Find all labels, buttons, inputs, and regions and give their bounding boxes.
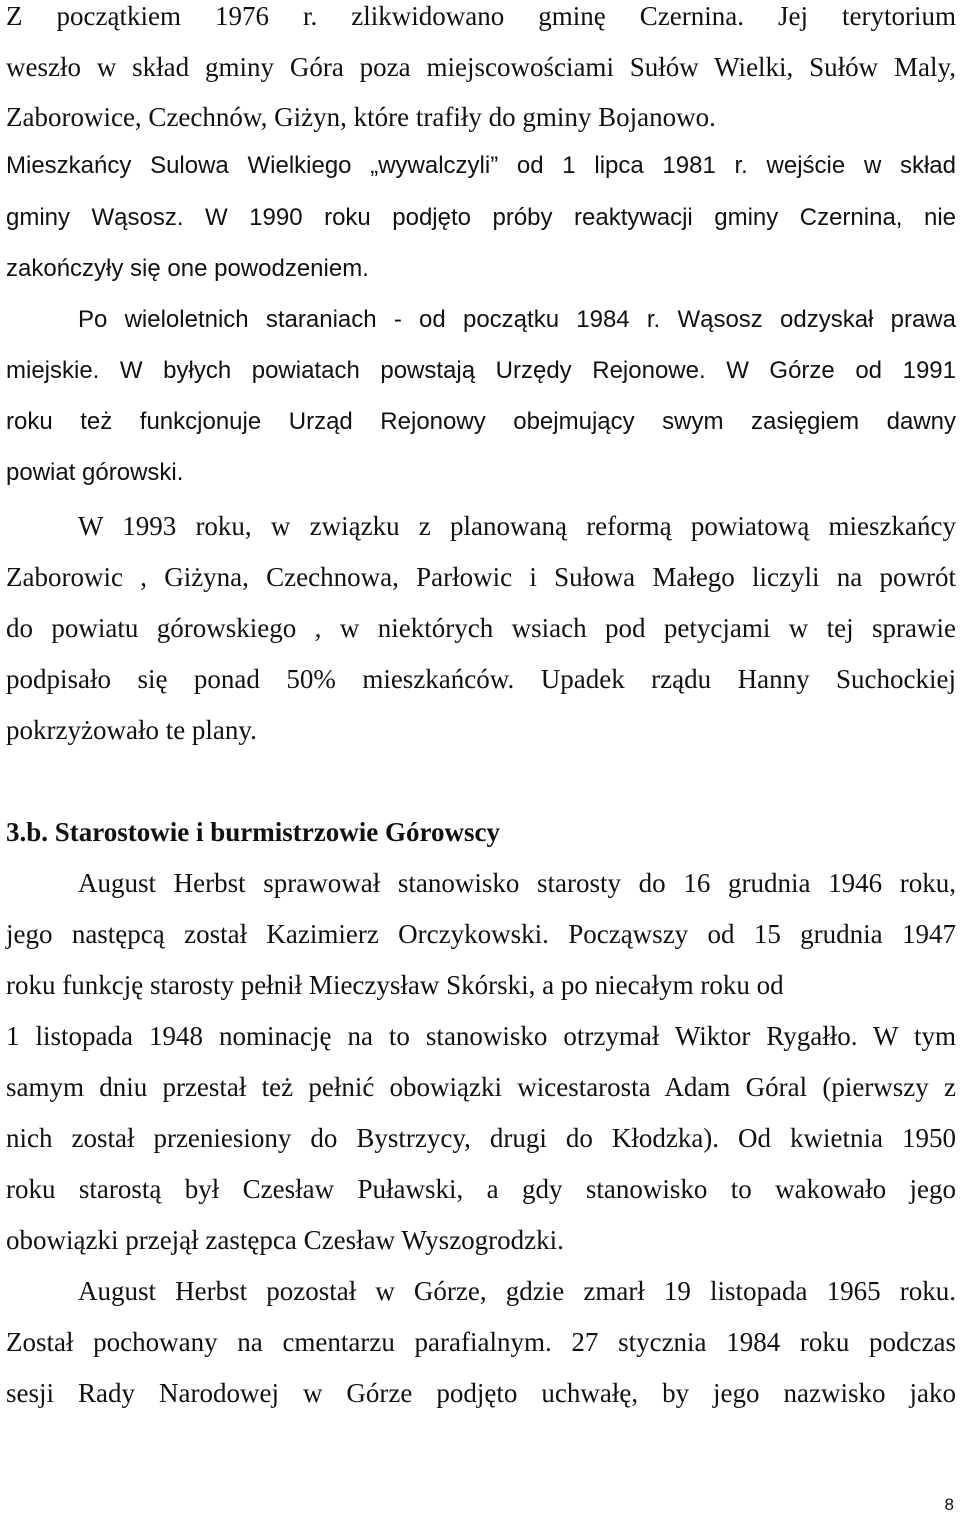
text-line: zakończyły się one powodzeniem. bbox=[6, 255, 369, 282]
text-line: nich został przeniesiony do Bystrzycy, drugi do Kłodzka). Od kwietnia 1950 bbox=[6, 1123, 956, 1153]
text-line: Zaborowice, Czechnów, Giżyn, które trafiły do gminy Bojanowo. bbox=[6, 102, 716, 132]
text-line: W 1993 roku, w związku z planowaną reformą powiatową mieszkańcy bbox=[78, 511, 956, 541]
text-line: roku starostą był Czesław Puławski, a gdy stanowisko to wakowało jego bbox=[6, 1174, 956, 1204]
text-line: pokrzyżowało te plany. bbox=[6, 715, 257, 745]
text-line: powiat górowski. bbox=[6, 459, 184, 486]
text-line: do powiatu górowskiego , w niektórych wsiach pod petycjami w tej sprawie bbox=[6, 613, 956, 643]
text-line: 1 listopada 1948 nominację na to stanowisko otrzymał Wiktor Rygałło. W tym bbox=[6, 1021, 956, 1051]
text-line: gminy Wąsosz. W 1990 roku podjęto próby reaktywacji gminy Czernina, nie bbox=[6, 204, 956, 231]
text-line: Mieszkańcy Sulowa Wielkiego „wywalczyli” od 1 lipca 1981 r. wejście w skład bbox=[6, 152, 956, 179]
text-line: August Herbst sprawował stanowisko starosty do 16 grudnia 1946 roku, bbox=[78, 868, 956, 898]
text-line: roku też funkcjonuje Urząd Rejonowy obejmujący swym zasięgiem dawny bbox=[6, 408, 956, 435]
text-line: samym dniu przestał też pełnić obowiązki wicestarosta Adam Góral (pierwszy z bbox=[6, 1072, 956, 1102]
text-line: sesji Rady Narodowej w Górze podjęto uchwałę, by jego nazwisko jako bbox=[6, 1378, 956, 1408]
page-number: 8 bbox=[944, 1495, 954, 1514]
text-line: Po wieloletnich staraniach - od początku 1984 r. Wąsosz odzyskał prawa bbox=[78, 306, 956, 333]
text-line: Został pochowany na cmentarzu parafialnym. 27 stycznia 1984 roku podczas bbox=[6, 1327, 956, 1357]
text-line: roku funkcję starosty pełnił Mieczysław Skórski, a po niecałym roku od bbox=[6, 970, 784, 1000]
text-line: obowiązki przejął zastępca Czesław Wyszogrodzki. bbox=[6, 1225, 564, 1255]
text-line: jego następcą został Kazimierz Orczykowski. Począwszy od 15 grudnia 1947 bbox=[6, 919, 956, 949]
text-line: Z początkiem 1976 r. zlikwidowano gminę Czernina. Jej terytorium bbox=[6, 1, 956, 31]
text-line: podpisało się ponad 50% mieszkańców. Upadek rządu Hanny Suchockiej bbox=[6, 664, 956, 694]
text-line: August Herbst pozostał w Górze, gdzie zmarł 19 listopada 1965 roku. bbox=[78, 1276, 956, 1306]
text-line: miejskie. W byłych powiatach powstają Urzędy Rejonowe. W Górze od 1991 bbox=[6, 357, 956, 384]
section-heading: 3.b. Starostowie i burmistrzowie Górowscy bbox=[6, 817, 500, 847]
text-line: Zaborowic , Giżyna, Czechnowa, Parłowic i Sułowa Małego liczyli na powrót bbox=[6, 562, 956, 592]
text-line: weszło w skład gminy Góra poza miejscowościami Sułów Wielki, Sułów Maly, bbox=[6, 52, 956, 82]
